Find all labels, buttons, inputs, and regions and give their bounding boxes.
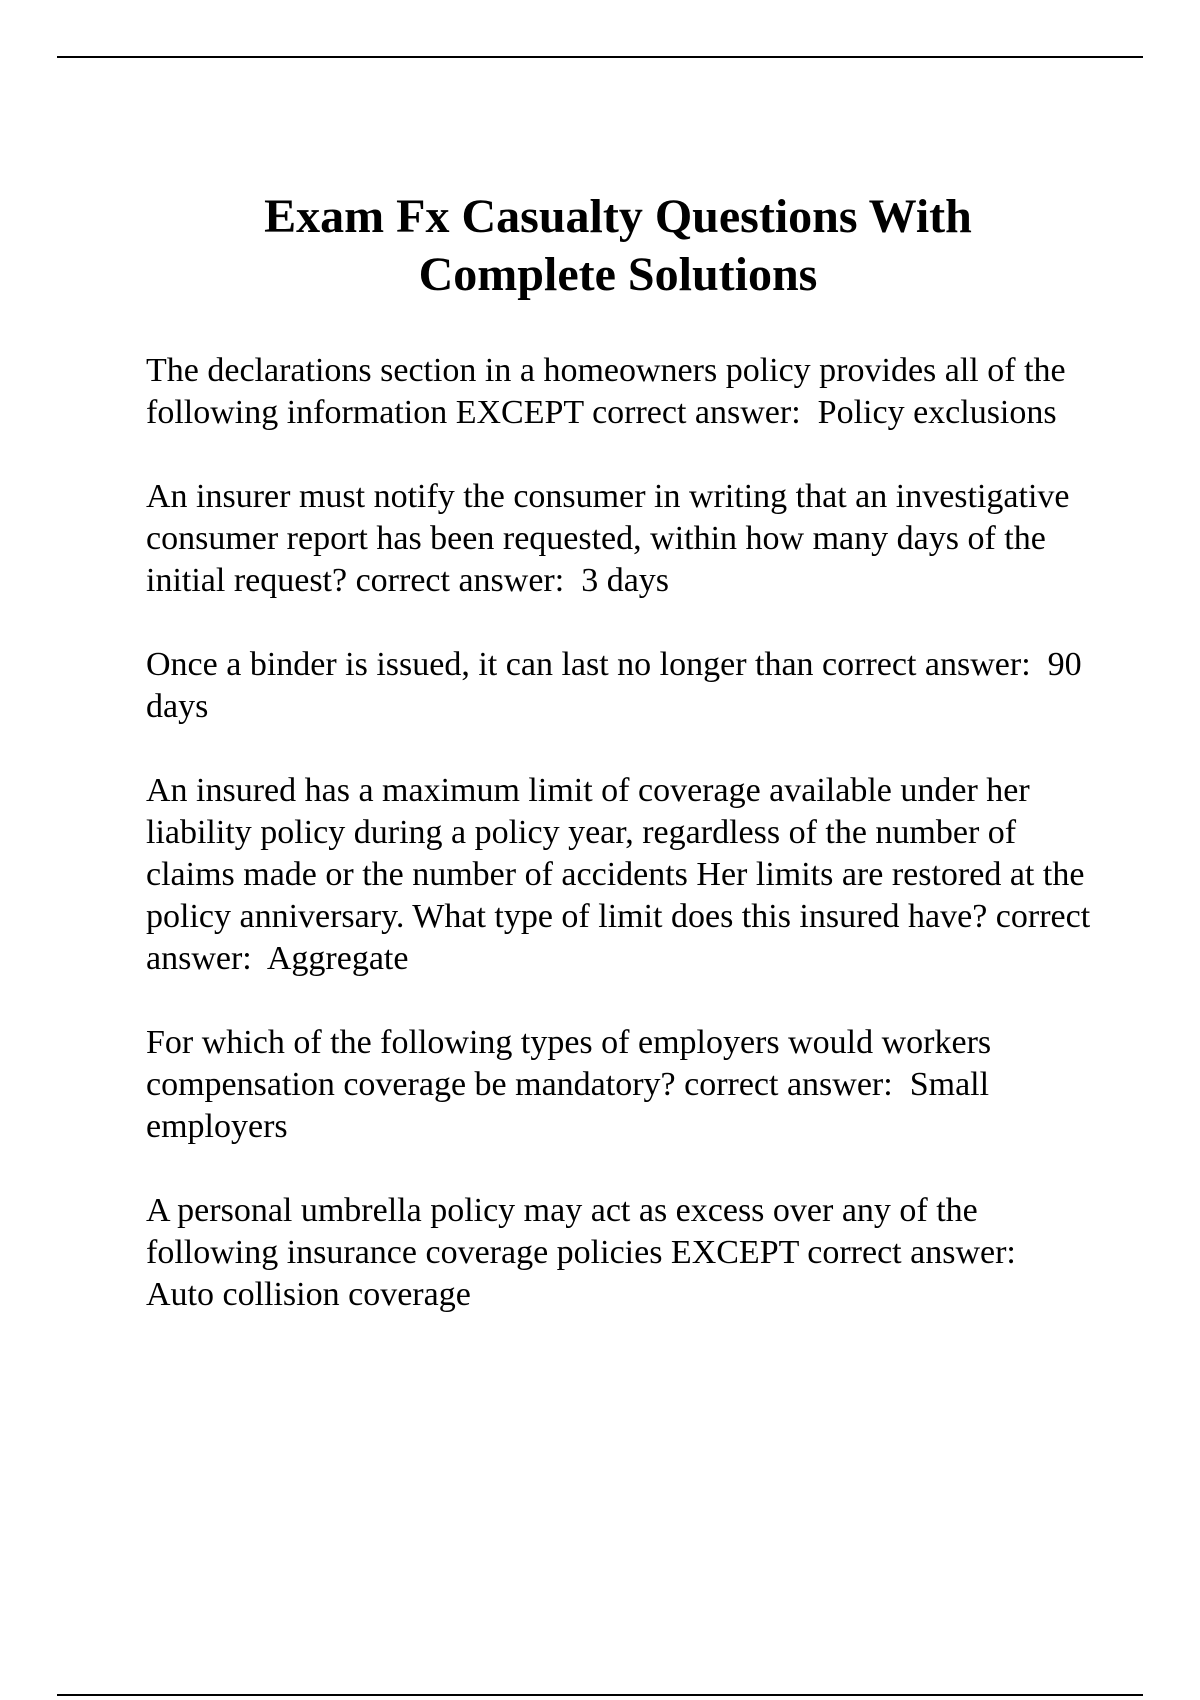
- question-item-1: [146, 350, 1106, 434]
- question-item-2: [146, 476, 1106, 602]
- question-text: The declarations section in a homeowners policy provides all of the following information EXCEPT correct answer:: [146, 352, 1075, 431]
- question-text: For which of the following types of employers would workers compensation coverage be mandatory? correct answer:: [146, 1024, 1000, 1103]
- title-line-1: Exam Fx Casualty Questions With: [264, 190, 972, 243]
- question-text: An insured has a maximum limit of coverage available under her liability policy during a policy year, regardless of the number of claims made or the number of accidents Her limits are restored at the policy anniversary. What type of limit does this insured have? correct answer:: [146, 772, 1099, 977]
- answer-text: Aggregate: [260, 940, 409, 977]
- question-text: Once a binder is issued, it can last no longer than correct answer:: [146, 646, 1040, 683]
- answer-text: Auto collision coverage: [146, 1276, 471, 1313]
- header-rule: [57, 56, 1143, 58]
- page-title: [146, 188, 1090, 304]
- footer-rule: [57, 1694, 1143, 1696]
- question-text: A personal umbrella policy may act as excess over any of the following insurance coverage policies EXCEPT correct answer:: [146, 1192, 1025, 1271]
- question-item-3: [146, 644, 1106, 728]
- question-item-6: [146, 1190, 1106, 1316]
- question-item-5: [146, 1022, 1106, 1148]
- title-line-2: Complete Solutions: [418, 248, 818, 301]
- answer-text: Policy exclusions: [809, 394, 1057, 431]
- question-item-4: [146, 770, 1106, 980]
- answer-text: 90 days: [146, 646, 1091, 725]
- answer-text: Small employers: [146, 1066, 998, 1145]
- answer-text: 3 days: [572, 562, 670, 599]
- question-text: An insurer must notify the consumer in writing that an investigative consumer report has been requested, within how many days of the initial request? correct answer:: [146, 478, 1078, 599]
- question-list: [146, 350, 1106, 1358]
